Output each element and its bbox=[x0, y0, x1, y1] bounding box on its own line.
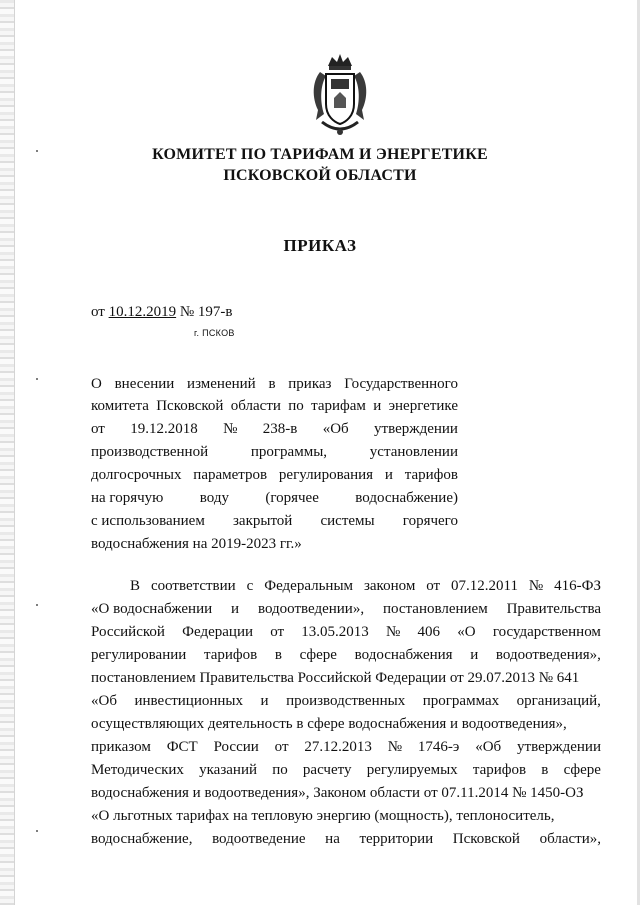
word: приказом bbox=[91, 739, 151, 755]
word: с bbox=[246, 578, 254, 594]
word: № bbox=[223, 421, 238, 437]
word: 238-в bbox=[262, 421, 298, 437]
word: регулирования bbox=[278, 467, 374, 483]
order-number: № 197-в bbox=[176, 304, 233, 320]
word: производственной bbox=[91, 444, 209, 460]
order-date: 10.12.2019 bbox=[108, 304, 177, 320]
body-line bbox=[91, 831, 601, 848]
word: № bbox=[386, 624, 401, 640]
word: водоснабжение, bbox=[91, 831, 193, 847]
word: установлении bbox=[369, 444, 458, 460]
word: указаний bbox=[199, 762, 258, 778]
word: 19.12.2018 bbox=[130, 421, 198, 437]
word: от bbox=[426, 578, 441, 594]
body-line bbox=[91, 624, 601, 641]
word: по bbox=[272, 762, 288, 778]
word: и bbox=[384, 467, 393, 483]
body-line bbox=[130, 578, 601, 595]
word: тарифов bbox=[472, 762, 527, 778]
scan-speck bbox=[36, 830, 38, 832]
word: на bbox=[325, 831, 340, 847]
word: водоотведении», bbox=[257, 601, 365, 617]
word: долгосрочных bbox=[91, 467, 182, 483]
word: ФСТ bbox=[166, 739, 198, 755]
word: России bbox=[213, 739, 259, 755]
body-line bbox=[91, 808, 601, 825]
scan-speck bbox=[36, 604, 38, 606]
word: № bbox=[528, 578, 544, 594]
word: Псковской bbox=[452, 831, 520, 847]
word: в bbox=[268, 376, 276, 392]
word: «О льготных тарифах на тепловую энергию (мощность), теплоноситель, bbox=[91, 808, 555, 824]
subject-line bbox=[91, 490, 458, 507]
scan-left-edge bbox=[0, 0, 15, 905]
org-name-line-2: ПСКОВСКОЙ ОБЛАСТИ bbox=[223, 167, 417, 184]
body-line bbox=[91, 739, 601, 756]
word: параметров bbox=[193, 467, 268, 483]
order-city: г. ПСКОВ bbox=[194, 328, 235, 338]
word: 07.12.2011 bbox=[451, 578, 518, 594]
word: Методических bbox=[91, 762, 184, 778]
word: внесении bbox=[114, 376, 175, 392]
word: в bbox=[541, 762, 549, 778]
word: утверждении bbox=[517, 739, 601, 755]
subject-line bbox=[91, 444, 458, 461]
word: осуществляющих деятельность в сфере водоснабжения и водоотведения», bbox=[91, 716, 567, 732]
body-line bbox=[91, 670, 601, 687]
word: воду bbox=[199, 490, 229, 506]
word: расчету bbox=[302, 762, 352, 778]
word: и bbox=[231, 601, 240, 617]
subject-line bbox=[91, 398, 458, 415]
word: производственных bbox=[286, 693, 406, 709]
word: О bbox=[91, 376, 102, 392]
word: утверждении bbox=[374, 421, 458, 437]
subject-line bbox=[91, 376, 458, 393]
word: 27.12.2013 bbox=[304, 739, 372, 755]
word: В bbox=[130, 578, 141, 594]
word: Правительства bbox=[506, 601, 601, 617]
word: постановлением bbox=[382, 601, 488, 617]
word: территории bbox=[359, 831, 434, 847]
word: сфере bbox=[563, 762, 601, 778]
word: «Об bbox=[91, 693, 117, 709]
coat-of-arms-emblem bbox=[308, 52, 372, 140]
word: «О bbox=[457, 624, 476, 640]
word: 416-ФЗ bbox=[554, 578, 601, 594]
order-date-number bbox=[91, 304, 233, 321]
word: № bbox=[387, 739, 403, 755]
word: Псковской bbox=[156, 398, 224, 414]
order-date-prefix: от bbox=[91, 304, 109, 320]
word: закрытой bbox=[233, 513, 293, 529]
word: тарифов bbox=[404, 467, 458, 483]
subject-line bbox=[91, 467, 458, 484]
word: водоснабжения на 2019-2023 гг.» bbox=[91, 536, 302, 552]
word: законом bbox=[363, 578, 416, 594]
body-line bbox=[91, 601, 601, 618]
word: и bbox=[260, 693, 269, 709]
word: приказ bbox=[288, 376, 332, 392]
word: водоотведение bbox=[212, 831, 306, 847]
word: (горячее bbox=[265, 490, 319, 506]
word: «О водоснабжении bbox=[91, 601, 213, 617]
word: от bbox=[91, 421, 105, 437]
scan-speck bbox=[36, 378, 38, 380]
word: от bbox=[270, 624, 285, 640]
word: «Об bbox=[322, 421, 349, 437]
word: на горячую bbox=[91, 490, 164, 506]
body-line bbox=[91, 716, 601, 733]
word: водоснабжения и водоотведения», Законом области от 07.11.2014 № 1450-ОЗ bbox=[91, 785, 584, 801]
document-title: ПРИКАЗ bbox=[283, 236, 357, 255]
word: области», bbox=[539, 831, 601, 847]
word: тарифам bbox=[311, 398, 366, 414]
word: и bbox=[373, 398, 382, 414]
word: 406 bbox=[417, 624, 441, 640]
word: организаций, bbox=[516, 693, 601, 709]
word: системы bbox=[320, 513, 375, 529]
word: водоснабжение) bbox=[355, 490, 458, 506]
word: 1746-э bbox=[417, 739, 460, 755]
word: в bbox=[274, 647, 282, 663]
org-name-line-1: КОМИТЕТ ПО ТАРИФАМ И ЭНЕРГЕТИКЕ bbox=[152, 146, 488, 163]
word: сфере bbox=[299, 647, 337, 663]
word: и bbox=[470, 647, 479, 663]
subject-line bbox=[91, 513, 458, 530]
word: от bbox=[274, 739, 289, 755]
body-line bbox=[91, 762, 601, 779]
word: Государственного bbox=[344, 376, 458, 392]
word: тарифов bbox=[203, 647, 258, 663]
word: области bbox=[230, 398, 281, 414]
word: регулируемых bbox=[366, 762, 458, 778]
word: инвестиционных bbox=[134, 693, 243, 709]
word: программы, bbox=[250, 444, 328, 460]
body-line bbox=[91, 693, 601, 710]
subject-line bbox=[91, 536, 302, 553]
word: государственном bbox=[492, 624, 601, 640]
word: Российской bbox=[91, 624, 165, 640]
word: «Об bbox=[475, 739, 502, 755]
word: комитета bbox=[91, 398, 149, 414]
word: Федерации bbox=[182, 624, 253, 640]
body-line bbox=[91, 647, 601, 664]
word: программах bbox=[422, 693, 500, 709]
word: регулировании bbox=[91, 647, 187, 663]
body-line bbox=[91, 785, 601, 802]
word: по bbox=[288, 398, 304, 414]
word: с использованием bbox=[91, 513, 205, 529]
word: горячего bbox=[402, 513, 458, 529]
word: постановлением Правительства Российской Федерации от 29.07.2013 № 641 bbox=[91, 670, 580, 686]
word: изменений bbox=[187, 376, 256, 392]
subject-line bbox=[91, 421, 458, 438]
word: энергетике bbox=[388, 398, 458, 414]
word: соответствии bbox=[150, 578, 236, 594]
word: 13.05.2013 bbox=[301, 624, 369, 640]
word: водоотведения», bbox=[495, 647, 601, 663]
word: водоснабжения bbox=[354, 647, 453, 663]
word: Федеральным bbox=[264, 578, 354, 594]
